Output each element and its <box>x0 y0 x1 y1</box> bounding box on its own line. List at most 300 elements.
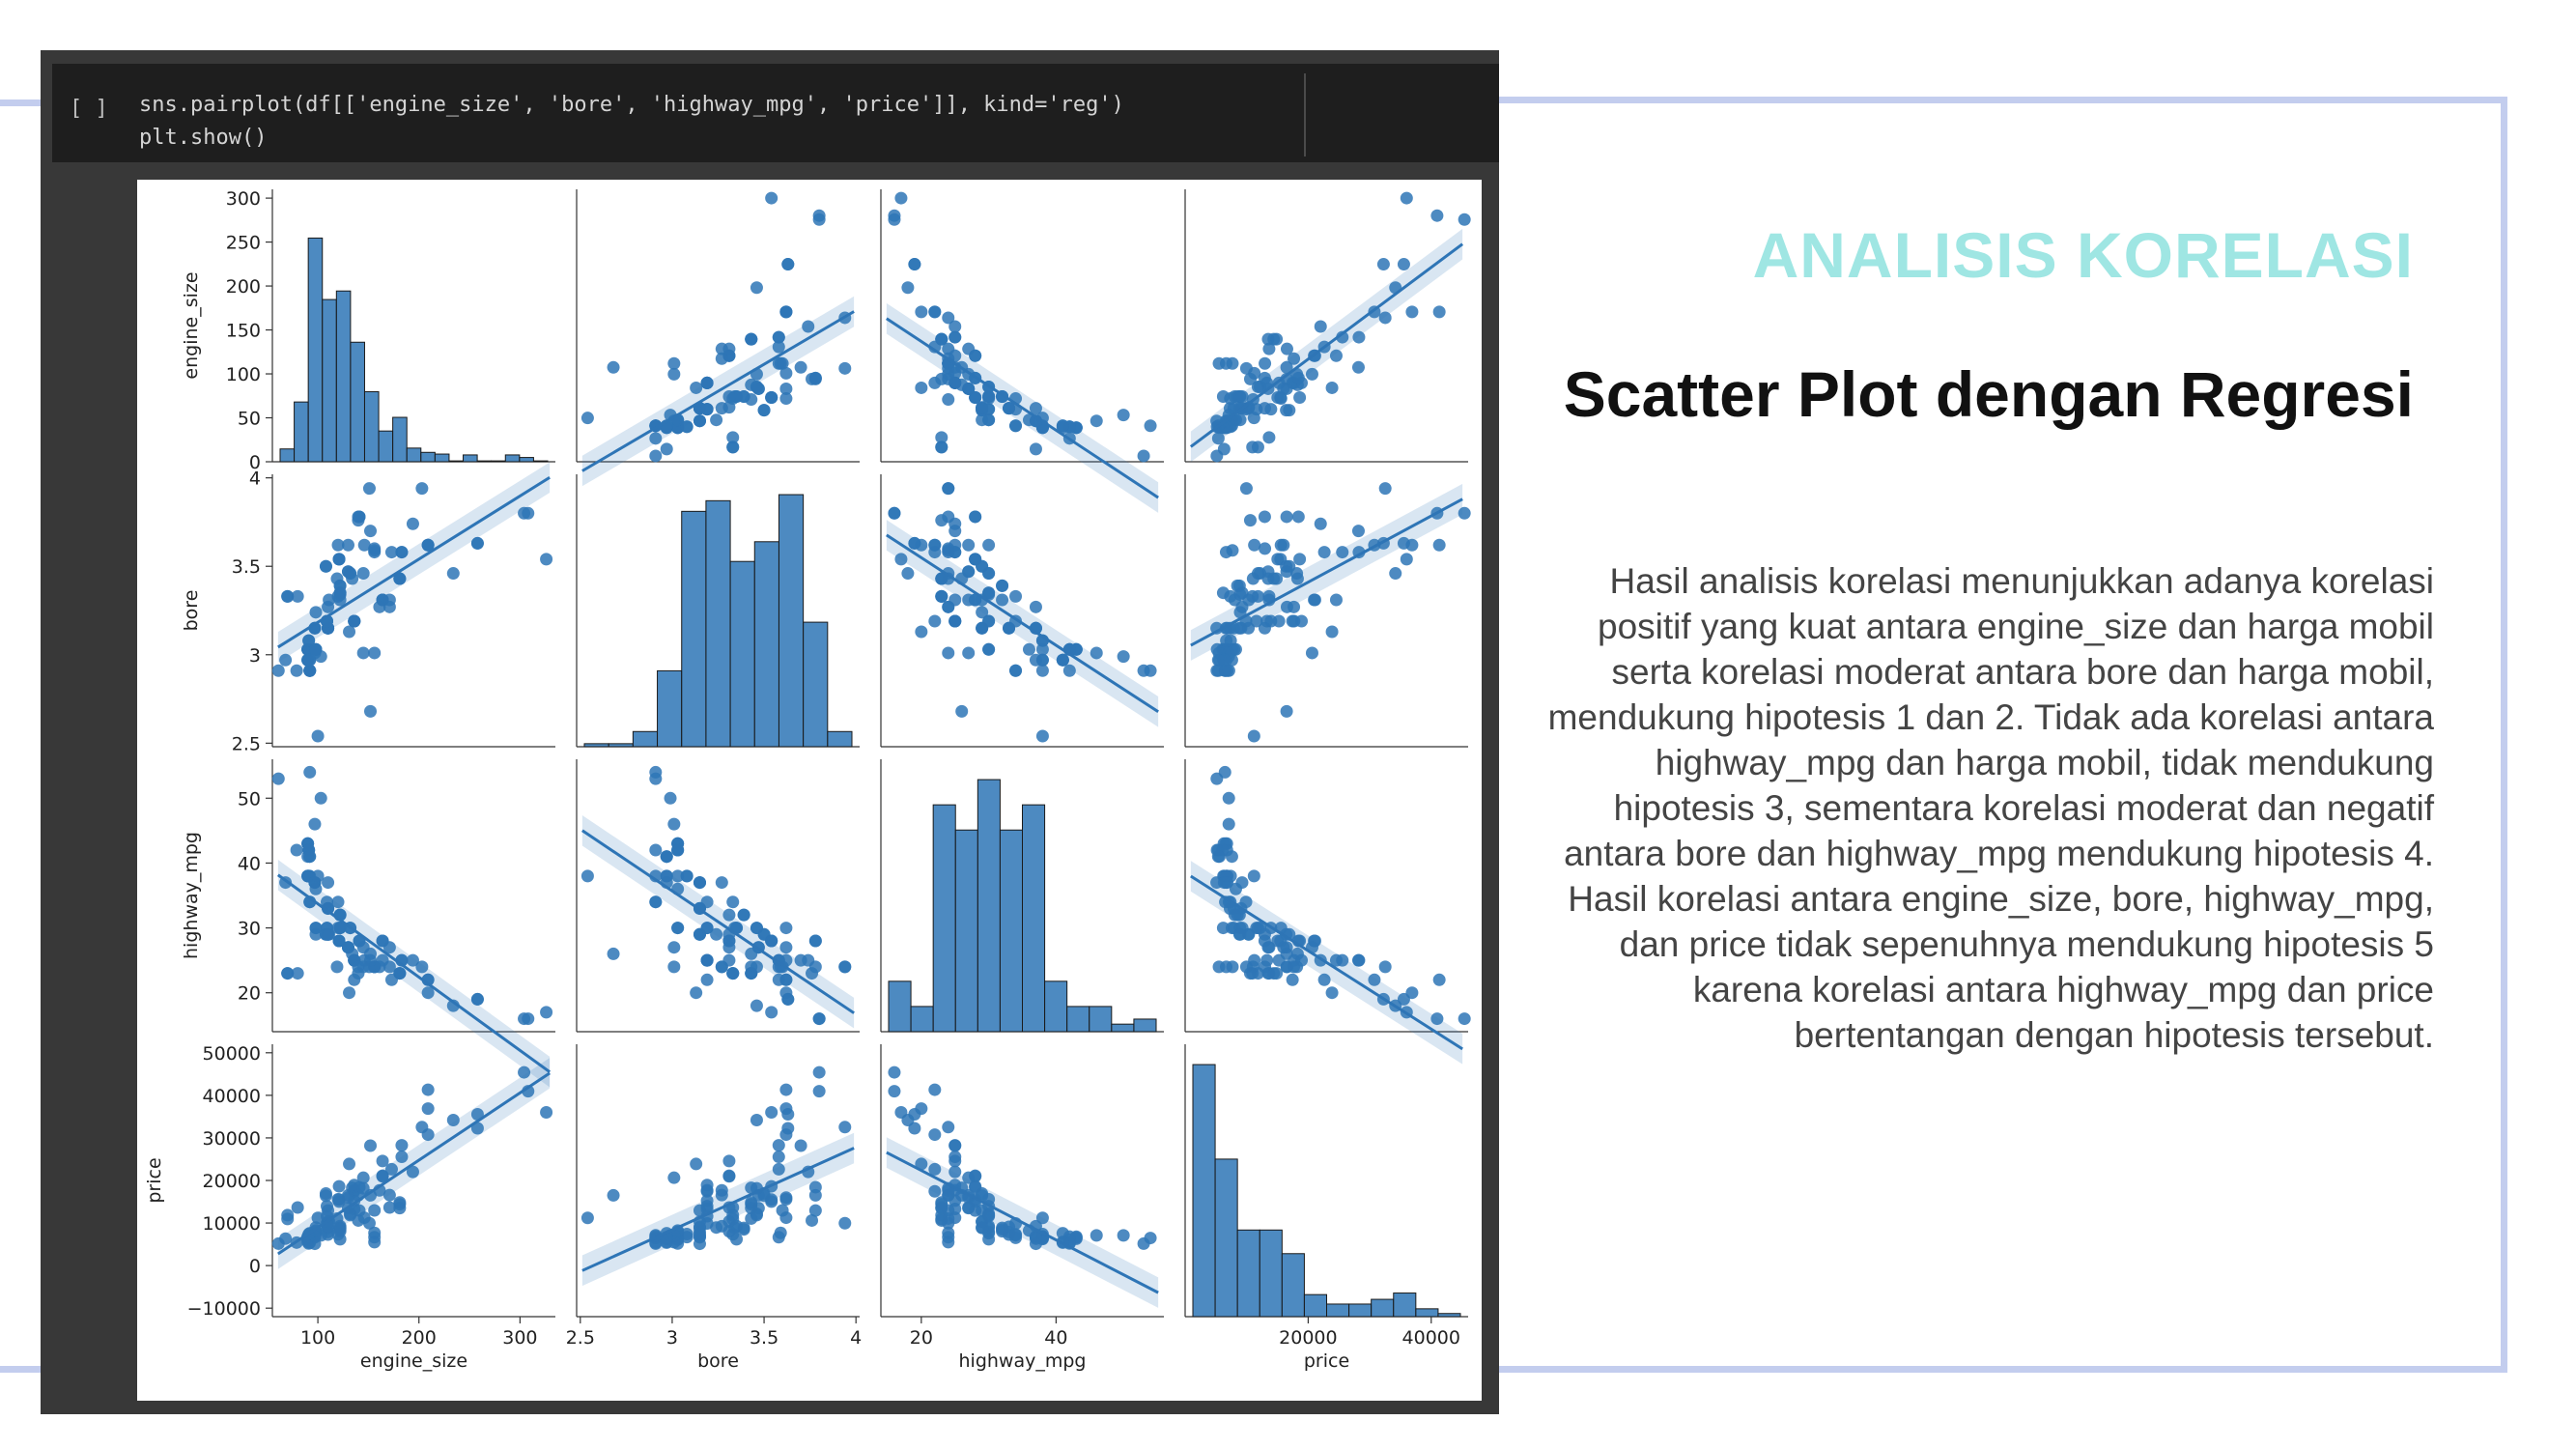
histogram-bar-bore <box>754 542 778 747</box>
histogram-bar-highway_mpg <box>1090 1007 1112 1032</box>
scatter-point <box>1260 614 1273 627</box>
scatter-point <box>1274 553 1287 565</box>
scatter-point <box>343 1157 355 1170</box>
scatter-point <box>1433 305 1446 318</box>
scatter-point <box>581 1211 594 1224</box>
scatter-point <box>948 539 961 552</box>
scatter-point <box>1352 525 1365 537</box>
scatter-point <box>661 442 673 455</box>
scatter-point <box>948 525 961 537</box>
x-tick-label-engine_size: 300 <box>502 1327 538 1349</box>
scatter-point <box>1352 954 1365 967</box>
scatter-point <box>750 922 763 934</box>
scatter-point <box>773 1139 785 1151</box>
scatter-point <box>1398 537 1410 550</box>
scatter-point <box>383 1202 396 1214</box>
scatter-point <box>581 869 594 882</box>
scatter-point <box>1223 818 1235 831</box>
cell-bore-vs-engine_size-regression-line <box>582 312 854 471</box>
scatter-point <box>781 258 794 270</box>
scatter-point <box>996 594 1008 607</box>
cell-highway_mpg-vs-bore-regression-line <box>887 535 1158 712</box>
scatter-point <box>1212 432 1225 444</box>
scatter-point <box>948 1166 961 1179</box>
slide-eyebrow: ANALISIS KORELASI <box>1752 219 2414 291</box>
y-tick-label-bore: 3.5 <box>231 556 261 579</box>
scatter-point <box>722 909 735 922</box>
scatter-point <box>364 705 377 718</box>
scatter-point <box>1433 974 1446 986</box>
scatter-point <box>1250 922 1262 934</box>
scatter-point <box>701 974 714 986</box>
scatter-point <box>1405 305 1418 318</box>
scatter-point <box>415 482 428 495</box>
scatter-point <box>1213 960 1226 973</box>
scatter-point <box>667 818 680 831</box>
histogram-bar-bore <box>706 500 730 747</box>
code-line-2[interactable]: plt.show() <box>139 126 268 150</box>
scatter-point <box>332 539 345 552</box>
histogram-bar-price <box>1438 1314 1460 1317</box>
frame-line-left-top-stub <box>0 99 41 106</box>
scatter-point <box>649 895 662 908</box>
scatter-point <box>1226 544 1238 556</box>
scatter-point <box>1030 601 1042 613</box>
scatter-point <box>1315 321 1327 333</box>
scatter-point <box>716 1184 728 1197</box>
scatter-point <box>928 546 941 558</box>
scatter-point <box>809 1180 822 1193</box>
scatter-point <box>1259 510 1271 523</box>
scatter-point <box>716 960 728 973</box>
scatter-point <box>779 922 792 934</box>
scatter-point <box>976 413 988 426</box>
x-tick-label-engine_size: 200 <box>401 1327 437 1349</box>
x-tick-label-price: 40000 <box>1401 1327 1461 1349</box>
histogram-bar-price <box>1394 1293 1416 1317</box>
scatter-point <box>838 960 851 973</box>
scatter-point <box>1273 614 1286 627</box>
cell-engine_size-vs-bore-regression-line <box>278 477 550 647</box>
scatter-point <box>330 960 343 973</box>
cell-engine_size-vs-price-regression-line <box>278 1073 550 1254</box>
plot-output <box>137 180 1482 1401</box>
x-axis-label-engine_size: engine_size <box>359 1350 468 1372</box>
scatter-point <box>343 986 355 999</box>
scatter-point <box>447 567 460 580</box>
scatter-point <box>368 646 381 659</box>
scatter-point <box>1398 258 1410 270</box>
scatter-point <box>1118 409 1130 421</box>
histogram-bar-engine_size <box>364 392 379 462</box>
notebook-screenshot <box>41 50 1499 1414</box>
scatter-point <box>1219 766 1231 779</box>
scatter-point <box>969 510 981 523</box>
scatter-point <box>1218 442 1231 455</box>
scatter-point <box>649 432 662 444</box>
histogram-bar-engine_size <box>477 461 492 462</box>
scatter-point <box>1118 650 1130 663</box>
x-tick-label-bore: 2.5 <box>565 1327 595 1349</box>
histogram-bar-highway_mpg <box>1000 830 1022 1032</box>
scatter-point <box>838 1217 851 1230</box>
scatter-point <box>942 1121 954 1133</box>
scatter-point <box>1036 730 1049 743</box>
scatter-point <box>1229 909 1241 922</box>
scatter-point <box>1330 350 1343 362</box>
scatter-point <box>996 580 1008 592</box>
scatter-point <box>765 1006 778 1018</box>
scatter-point <box>303 766 316 779</box>
scatter-point <box>308 818 321 831</box>
scatter-point <box>1401 192 1413 205</box>
scatter-point <box>948 1139 961 1151</box>
scatter-point <box>518 1066 530 1079</box>
y-tick-label-highway_mpg: 20 <box>237 982 261 1005</box>
scatter-point <box>364 1139 377 1151</box>
scatter-point <box>1226 960 1238 973</box>
scatter-point <box>701 377 714 389</box>
scatter-point <box>471 993 484 1006</box>
scatter-point <box>353 510 365 523</box>
scatter-point <box>357 941 370 953</box>
histogram-bar-bore <box>682 511 706 747</box>
scatter-point <box>716 876 728 889</box>
y-tick-label-highway_mpg: 40 <box>237 853 261 875</box>
scatter-point <box>1118 1229 1130 1241</box>
y-tick-label-engine_size: 0 <box>248 452 261 473</box>
y-tick-label-engine_size: 100 <box>225 364 261 386</box>
scatter-point <box>928 1084 941 1096</box>
scatter-point <box>671 922 684 934</box>
scatter-point <box>272 665 285 677</box>
scatter-point <box>1145 1232 1157 1244</box>
scatter-point <box>322 601 334 613</box>
scatter-point <box>962 383 975 395</box>
scatter-point <box>935 590 948 603</box>
scatter-point <box>690 1157 702 1170</box>
scatter-point <box>303 654 316 667</box>
scatter-point <box>1379 482 1392 495</box>
scatter-point <box>415 960 428 973</box>
histogram-bar-price <box>1260 1230 1282 1317</box>
scatter-point <box>385 974 398 986</box>
scatter-point <box>802 321 814 333</box>
scatter-point <box>309 883 322 895</box>
scatter-point <box>894 553 907 565</box>
scatter-point <box>1218 876 1231 889</box>
scatter-point <box>1009 590 1022 603</box>
scatter-point <box>779 1211 792 1224</box>
scatter-point <box>303 850 316 863</box>
scatter-point <box>333 553 346 565</box>
scatter-point <box>1057 654 1069 667</box>
scatter-point <box>779 941 792 953</box>
histogram-bar-price <box>1372 1299 1394 1317</box>
scatter-point <box>750 1114 763 1126</box>
scatter-point <box>982 614 995 627</box>
histogram-bar-engine_size <box>393 417 408 462</box>
scatter-point <box>701 1179 714 1191</box>
scatter-point <box>1433 539 1446 552</box>
scatter-point <box>447 1114 460 1126</box>
histogram-bar-highway_mpg <box>889 981 911 1032</box>
scatter-point <box>309 928 322 941</box>
histogram-bar-highway_mpg <box>955 830 977 1032</box>
scatter-point <box>1389 567 1401 580</box>
code-cell[interactable] <box>52 64 1499 162</box>
scatter-point <box>1218 654 1231 667</box>
y-tick-label-engine_size: 50 <box>237 408 261 430</box>
scatter-point <box>710 413 722 426</box>
histogram-bar-bore <box>633 731 657 747</box>
scatter-point <box>1229 390 1241 403</box>
y-axis-label-engine_size: engine_size <box>181 271 202 380</box>
cell-engine_size-vs-highway_mpg-regression-line <box>278 875 550 1072</box>
scatter-point <box>888 507 900 520</box>
scatter-point <box>385 546 398 558</box>
scatter-point <box>726 967 739 980</box>
scatter-point <box>888 213 900 226</box>
scatter-point <box>942 393 954 406</box>
y-tick-label-bore: 4 <box>248 468 261 490</box>
scatter-point <box>1292 510 1305 523</box>
scatter-point <box>1090 414 1103 427</box>
scatter-point <box>1217 922 1230 934</box>
histogram-bar-engine_size <box>449 461 464 462</box>
scatter-point <box>982 1233 995 1245</box>
scatter-point <box>982 539 995 552</box>
histogram-bar-engine_size <box>421 452 436 462</box>
scatter-point <box>1306 646 1318 659</box>
x-tick-label-engine_size: 100 <box>299 1327 336 1349</box>
scatter-point <box>581 412 594 424</box>
scatter-point <box>750 381 763 393</box>
scatter-point <box>357 960 370 973</box>
scatter-point <box>765 1193 778 1206</box>
scatter-point <box>813 1012 826 1025</box>
y-tick-label-engine_size: 250 <box>225 232 261 254</box>
scatter-point <box>1270 573 1283 585</box>
scatter-point <box>915 382 927 394</box>
scatter-point <box>1240 482 1253 495</box>
scatter-point <box>1336 954 1348 967</box>
scatter-point <box>667 368 680 381</box>
scatter-point <box>1063 665 1076 677</box>
scatter-point <box>773 974 785 986</box>
code-line-1[interactable]: sns.pairplot(df[['engine_size', 'bore', 'highway_mpg', 'price']], kind='reg') <box>139 93 1124 117</box>
scatter-point <box>901 1114 914 1126</box>
scatter-point <box>1260 954 1273 967</box>
scatter-point <box>690 986 702 999</box>
histogram-bar-highway_mpg <box>1112 1024 1134 1032</box>
scatter-point <box>1229 594 1241 607</box>
scatter-point <box>671 844 684 857</box>
scatter-point <box>779 1193 792 1206</box>
y-tick-label-price: 10000 <box>202 1213 261 1236</box>
scatter-point <box>1288 601 1300 613</box>
scatter-point <box>948 331 961 344</box>
scatter-point <box>1290 960 1303 973</box>
scatter-point <box>1090 1229 1103 1241</box>
scatter-point <box>332 895 345 908</box>
scatter-point <box>1226 850 1238 863</box>
histogram-bar-price <box>1193 1065 1215 1317</box>
scatter-point <box>1235 876 1248 889</box>
histogram-bar-engine_size <box>407 448 421 462</box>
scatter-point <box>1213 357 1226 370</box>
scatter-point <box>809 1205 822 1217</box>
scatter-point <box>962 343 975 355</box>
scatter-point <box>745 948 757 960</box>
scatter-point <box>809 372 822 384</box>
scatter-point <box>813 213 826 226</box>
scatter-point <box>969 553 981 565</box>
scatter-point <box>348 614 360 627</box>
scatter-point <box>758 404 771 416</box>
histogram-bar-bore <box>828 731 852 747</box>
y-tick-label-price: 20000 <box>202 1171 261 1192</box>
scatter-point <box>1145 419 1157 432</box>
scatter-point <box>321 922 333 934</box>
scatter-point <box>750 281 763 294</box>
histogram-bar-engine_size <box>533 461 548 462</box>
scatter-point <box>292 1202 304 1214</box>
scatter-point <box>701 922 714 934</box>
scatter-point <box>765 1106 778 1119</box>
x-tick-label-bore: 4 <box>850 1327 863 1349</box>
scatter-point <box>334 1225 347 1237</box>
scatter-point <box>1379 311 1392 324</box>
scatter-point <box>1275 539 1288 552</box>
scatter-point <box>813 1066 826 1079</box>
y-axis-label-bore: bore <box>181 589 202 632</box>
scatter-point <box>716 402 728 414</box>
histogram-bar-highway_mpg <box>1023 805 1045 1032</box>
scatter-point <box>982 643 995 656</box>
scatter-point <box>1138 449 1150 462</box>
y-tick-label-engine_size: 150 <box>225 320 261 342</box>
scatter-point <box>291 844 303 857</box>
scatter-point <box>948 614 961 627</box>
frame-line-right <box>2501 97 2507 1373</box>
histogram-bar-highway_mpg <box>1134 1019 1156 1032</box>
scatter-point <box>908 537 920 550</box>
scatter-point <box>1090 646 1103 659</box>
histogram-bar-engine_size <box>336 291 351 462</box>
scatter-point <box>1030 442 1042 455</box>
histogram-bar-bore <box>778 495 803 747</box>
scatter-point <box>962 539 975 552</box>
scatter-point <box>1401 553 1413 565</box>
scatter-point <box>291 665 303 677</box>
scatter-point <box>342 941 354 953</box>
scatter-point <box>415 1121 428 1133</box>
scatter-point <box>649 449 662 462</box>
scatter-point <box>694 876 706 889</box>
histogram-bar-price <box>1349 1304 1372 1317</box>
scatter-point <box>1309 594 1321 607</box>
scatter-point <box>935 431 948 443</box>
y-tick-label-highway_mpg: 50 <box>237 788 261 810</box>
frame-line-top <box>1499 97 2507 103</box>
scatter-point <box>1326 382 1339 394</box>
y-tick-label-price: 0 <box>248 1256 261 1278</box>
scatter-point <box>1430 210 1443 222</box>
scatter-point <box>795 1139 807 1151</box>
scatter-point <box>1270 967 1283 980</box>
scatter-point <box>1057 1227 1069 1239</box>
slide-title: Scatter Plot dengan Regresi <box>1563 358 2414 430</box>
scatter-point <box>942 601 954 613</box>
scatter-point <box>781 1122 794 1135</box>
x-tick-label-bore: 3 <box>665 1327 678 1349</box>
scatter-point <box>1281 510 1293 523</box>
scatter-point <box>1295 614 1308 627</box>
scatter-point <box>292 590 304 603</box>
scatter-point <box>292 967 304 980</box>
histogram-bar-price <box>1282 1254 1304 1317</box>
scatter-point <box>1277 941 1289 953</box>
scatter-point <box>1145 665 1157 677</box>
scatter-point <box>888 1066 900 1079</box>
scatter-point <box>779 392 792 405</box>
scatter-point <box>722 1154 735 1167</box>
cell-run-prompt[interactable]: [ ] <box>70 97 108 121</box>
x-tick-label-price: 20000 <box>1279 1327 1338 1349</box>
histogram-bar-price <box>1304 1294 1326 1317</box>
histogram-bar-price <box>1416 1309 1438 1317</box>
scatter-point <box>722 1225 735 1237</box>
scatter-point <box>694 414 706 427</box>
scatter-point <box>838 1121 851 1133</box>
scatter-point <box>915 625 927 638</box>
scatter-point <box>942 482 954 495</box>
histogram-bar-price <box>1215 1159 1237 1317</box>
scatter-point <box>773 1163 785 1176</box>
scatter-point <box>1287 974 1299 986</box>
scatter-point <box>540 553 552 565</box>
scatter-point <box>795 361 807 374</box>
scatter-point <box>1336 546 1348 558</box>
x-tick-label-highway_mpg: 40 <box>1044 1327 1068 1349</box>
scatter-point <box>1275 392 1288 405</box>
scatter-point <box>1458 507 1471 520</box>
x-tick-label-bore: 3.5 <box>749 1327 779 1349</box>
scatter-point <box>518 1012 530 1025</box>
scatter-point <box>928 1185 941 1198</box>
x-axis-label-price: price <box>1303 1350 1350 1372</box>
histogram-bar-engine_size <box>520 458 534 462</box>
scatter-point <box>955 705 968 718</box>
scatter-point <box>1326 986 1339 999</box>
scatter-point <box>1262 431 1275 443</box>
histogram-bar-engine_size <box>379 431 393 462</box>
scatter-point <box>1212 850 1225 863</box>
scatter-point <box>279 654 292 667</box>
scatter-point <box>353 1205 365 1217</box>
histogram-bar-highway_mpg <box>977 780 1000 1032</box>
scatter-point <box>312 869 325 882</box>
scatter-point <box>608 948 620 960</box>
scatter-point <box>1009 665 1022 677</box>
y-axis-label-highway_mpg: highway_mpg <box>181 832 202 959</box>
scatter-point <box>915 305 927 318</box>
scatter-point <box>1318 974 1331 986</box>
scatter-point <box>608 1189 620 1202</box>
x-tick-label-highway_mpg: 20 <box>909 1327 933 1349</box>
scatter-point <box>765 391 778 404</box>
